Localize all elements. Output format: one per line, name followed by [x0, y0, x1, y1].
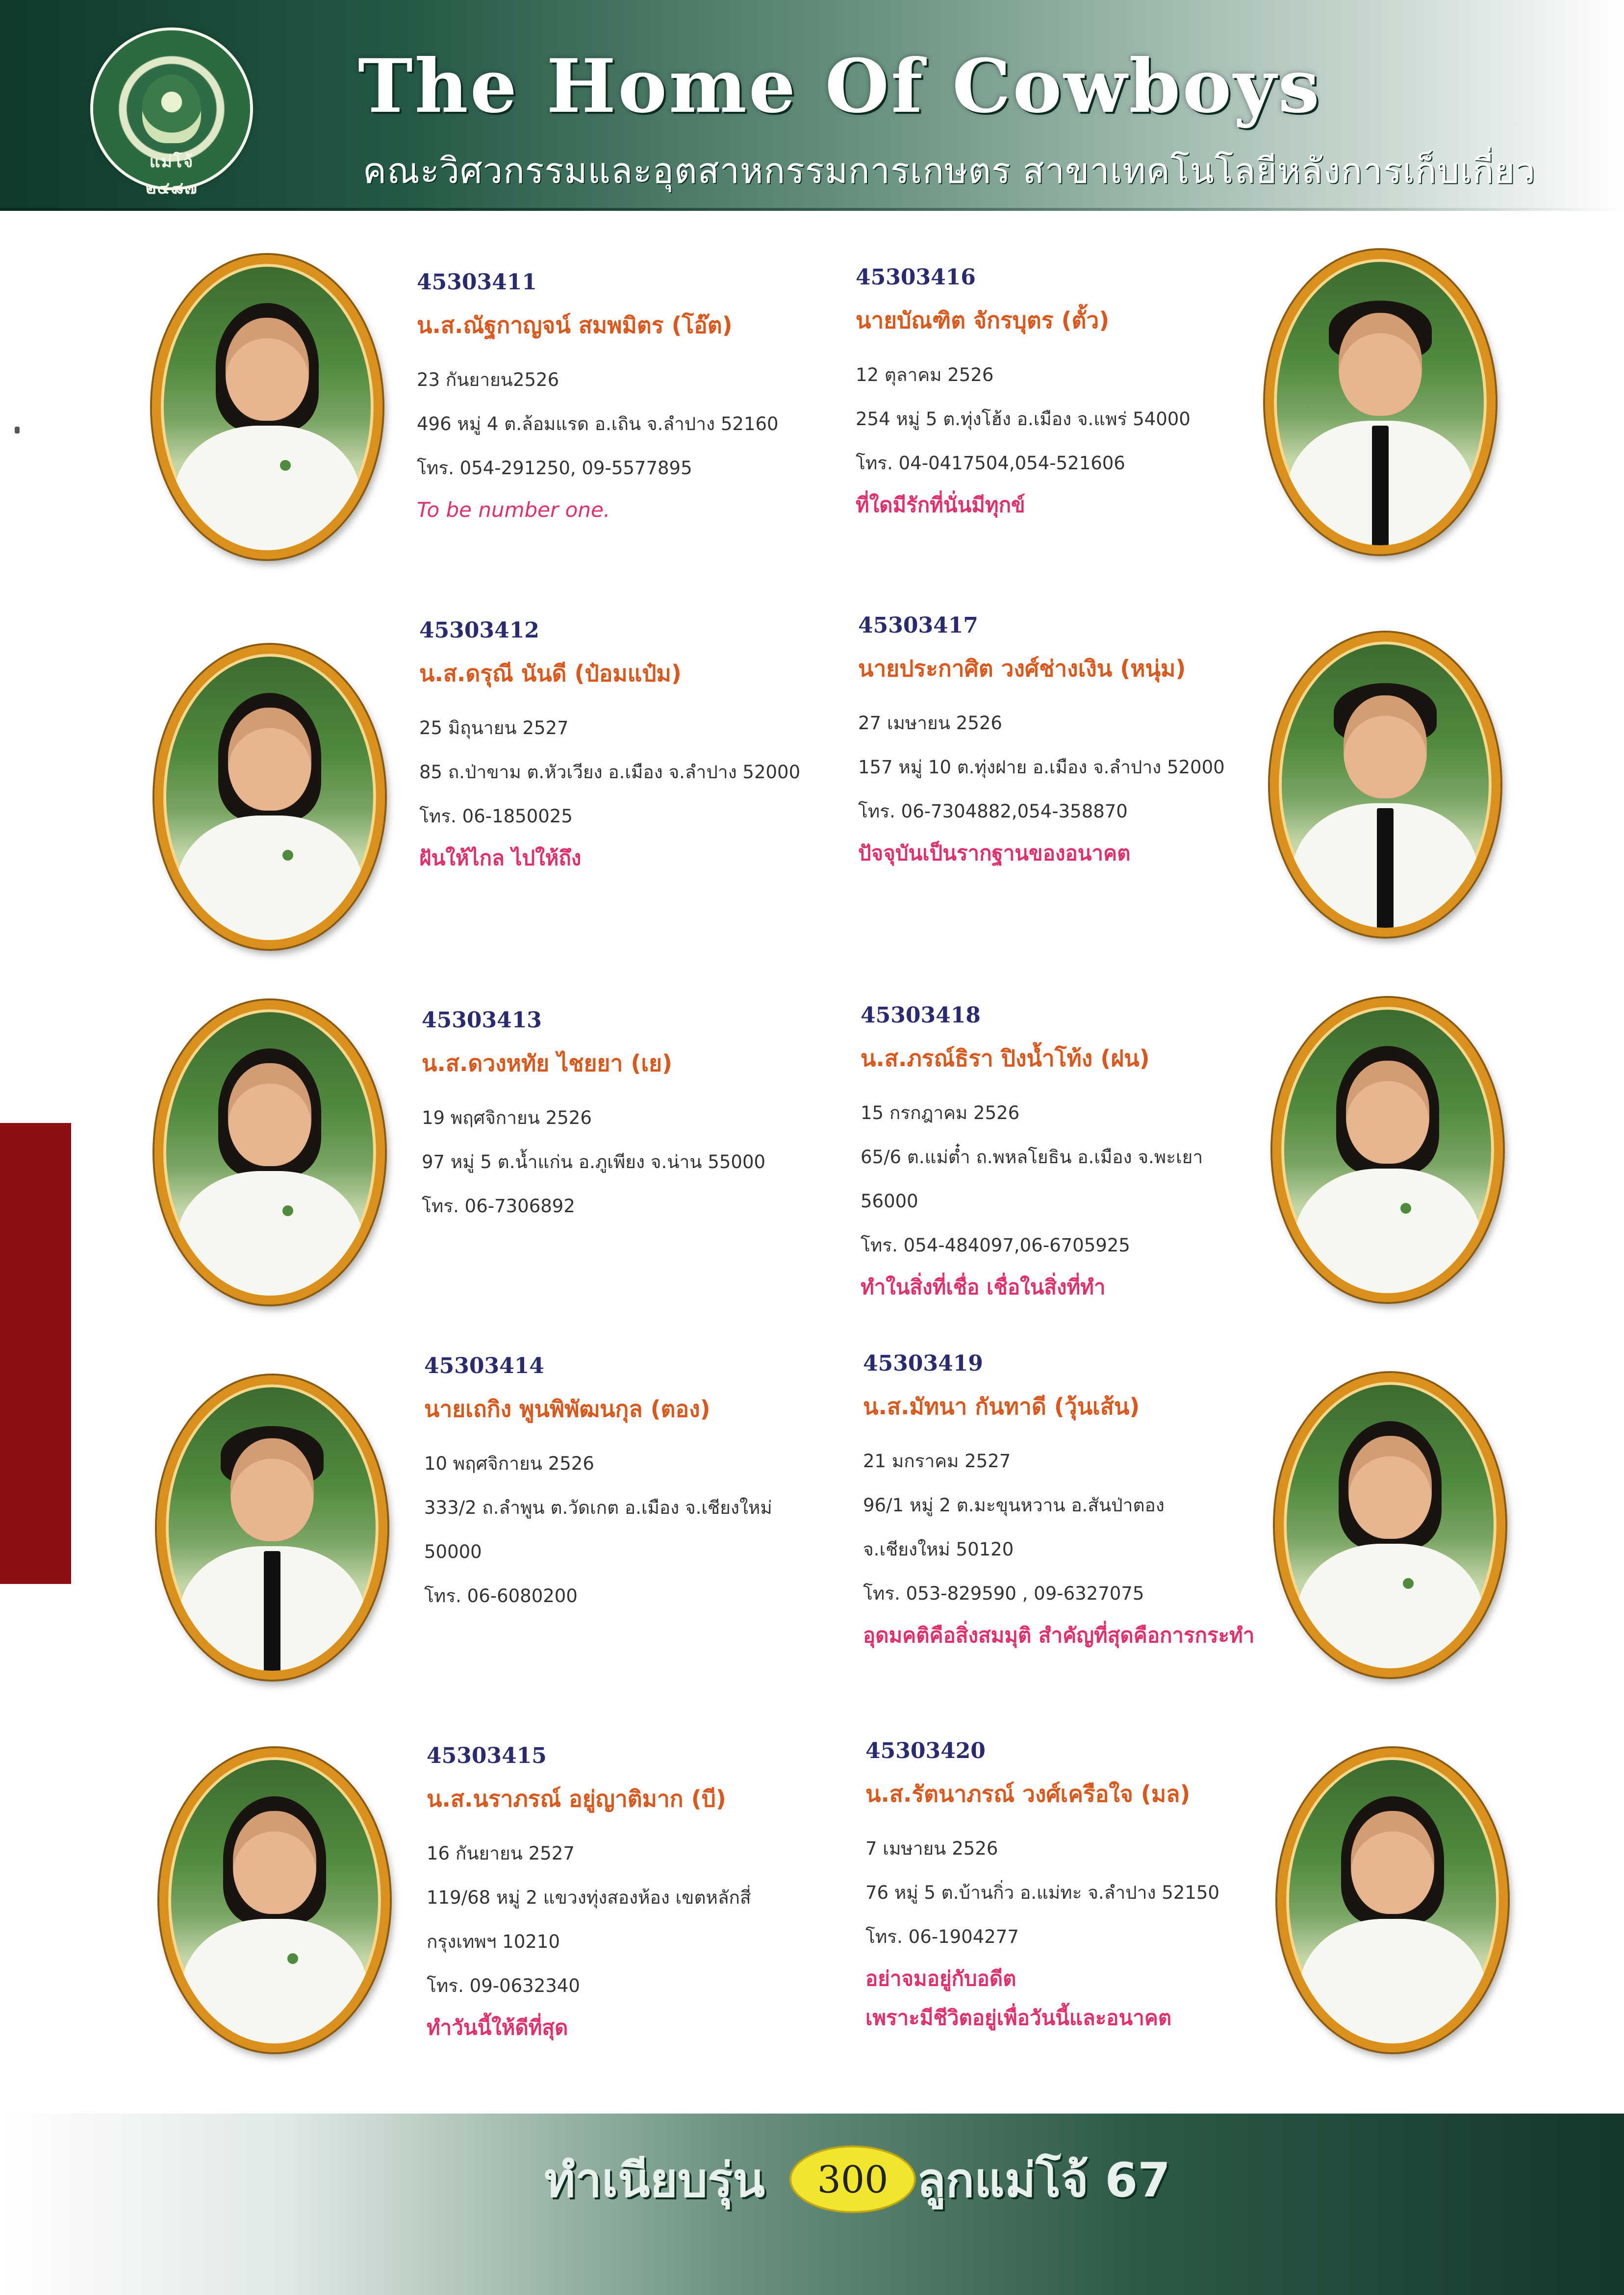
student-id: 45303415	[427, 1743, 547, 1768]
motto-line: ทำในสิ่งที่เชื่อ เชื่อในสิ่งที่ทำ	[861, 1275, 1106, 1299]
shirt-shape	[177, 1171, 363, 1304]
address-line: กรุงเทพฯ 10210	[427, 1931, 560, 1952]
face-shape	[230, 1438, 314, 1541]
student-photo-45303416	[1265, 250, 1496, 554]
uniform-badge-icon	[1403, 1578, 1414, 1589]
address-line: 50000	[424, 1541, 482, 1562]
face-shape	[233, 1811, 316, 1914]
student-photo-45303417	[1270, 633, 1500, 937]
student-id: 45303418	[861, 1003, 981, 1028]
student-name: น.ส.นราภรณ์ อยู่ญาติมาก (บี)	[427, 1785, 726, 1812]
birth-date: 16 กันยายน 2527	[427, 1843, 575, 1864]
student-entry	[424, 1353, 856, 1618]
motto-line: เพราะมีชีวิตอยู่เพื่อวันนี้และอนาคต	[865, 2006, 1172, 2030]
shirt-shape	[181, 1919, 368, 2052]
student-entry	[858, 613, 1290, 873]
seal-text: แม่โจ้ ๒๔๘๗	[145, 152, 198, 198]
student-entry	[861, 1003, 1292, 1307]
student-name: น.ส.ดวงหทัย ไชยยา (เย)	[422, 1050, 673, 1076]
birth-date: 7 เมษายน 2526	[865, 1838, 998, 1859]
birth-date: 23 กันยายน2526	[417, 369, 559, 390]
necktie-shape	[1372, 426, 1389, 554]
student-name: นายบัณฑิต จักรบุตร (ตั้ว)	[856, 307, 1110, 333]
shirt-shape	[174, 426, 360, 559]
address-line: 157 หมู่ 10 ต.ทุ่งฝาย อ.เมือง จ.ลำปาง 52000	[858, 757, 1225, 778]
motto-line: อุดมคติคือสิ่งสมมุติ สำคัญที่สุดคือการกระทำ	[863, 1623, 1255, 1647]
motto-line: To be number one.	[417, 498, 610, 522]
student-name: น.ส.ภรณ์ธิรา ปิงน้ำโท้ง (ฝน)	[861, 1045, 1150, 1071]
phone-line: โทร. 054-291250, 09-5577895	[417, 458, 692, 479]
address-line: 65/6 ต.แม่ต๋ำ ถ.พหลโยธิน อ.เมือง จ.พะเยา	[861, 1147, 1203, 1168]
shirt-shape	[177, 816, 363, 949]
page-number-badge: 300	[789, 2145, 916, 2213]
birth-date: 21 มกราคม 2527	[863, 1451, 1011, 1472]
student-id: 45303412	[419, 618, 539, 643]
birth-date: 19 พฤศจิกายน 2526	[422, 1107, 592, 1128]
student-id: 45303420	[865, 1738, 986, 1763]
footer-title-left: ทำเนียบรุ่น	[544, 2153, 765, 2208]
side-decoration-strip	[0, 1123, 71, 1584]
birth-date: 10 พฤศจิกายน 2526	[424, 1453, 594, 1474]
student-name: นายเถกิง พูนพิพัฒนกุล (ตอง)	[424, 1396, 710, 1422]
student-entry	[427, 1743, 858, 2047]
necktie-shape	[264, 1551, 280, 1680]
phone-line: โทร. 09-0632340	[427, 1975, 580, 1996]
face-shape	[1344, 695, 1427, 798]
seal-emblem-icon	[142, 75, 201, 143]
student-entry	[419, 618, 851, 878]
student-name: น.ส.ดรุณี นันดี (ป๋อมแป๋ม)	[419, 660, 682, 687]
face-shape	[1339, 313, 1422, 416]
student-photo-45303419	[1275, 1373, 1505, 1677]
face-shape	[1348, 1436, 1432, 1539]
phone-line: โทร. 06-7304882,054-358870	[858, 801, 1128, 822]
student-photo-45303414	[157, 1376, 387, 1680]
phone-line: โทร. 06-1850025	[419, 806, 573, 827]
student-photo-45303418	[1272, 998, 1503, 1302]
address-line: 97 หมู่ 5 ต.น้ำแก่น อ.ภูเพียง จ.น่าน 55000	[422, 1151, 766, 1173]
uniform-badge-icon	[287, 1953, 298, 1964]
motto-line: ปัจจุบันเป็นรากฐานของอนาคต	[858, 841, 1131, 865]
student-photo-45303415	[159, 1748, 390, 2052]
phone-line: โทร. 06-1904277	[865, 1926, 1019, 1947]
uniform-badge-icon	[1400, 1203, 1411, 1214]
student-id: 45303417	[858, 613, 978, 638]
student-photo-45303411	[152, 255, 382, 559]
student-id: 45303411	[417, 270, 537, 295]
address-line: 76 หมู่ 5 ต.บ้านกิ่ว อ.แม่ทะ จ.ลำปาง 52150	[865, 1882, 1219, 1903]
necktie-shape	[1377, 808, 1394, 937]
student-id: 45303414	[424, 1353, 544, 1378]
address-line: 56000	[861, 1191, 918, 1212]
student-name: น.ส.มัทนา กันทาดี (วุ้นเส้น)	[863, 1393, 1140, 1420]
phone-line: โทร. 053-829590 , 09-6327075	[863, 1583, 1144, 1604]
student-id: 45303416	[856, 265, 976, 290]
shirt-shape	[1299, 1919, 1486, 2052]
birth-date: 15 กรกฎาคม 2526	[861, 1102, 1020, 1123]
face-shape	[226, 318, 309, 421]
address-line: 333/2 ถ.ลำพูน ต.วัดเกต อ.เมือง จ.เชียงใหม่	[424, 1497, 772, 1518]
student-entry	[856, 265, 1287, 525]
page-header	[0, 0, 1624, 211]
face-shape	[1346, 1061, 1429, 1164]
student-id: 45303413	[422, 1008, 542, 1033]
phone-line: โทร. 06-7306892	[422, 1196, 575, 1217]
student-photo-45303412	[154, 645, 385, 949]
student-entry	[863, 1351, 1294, 1655]
address-line: 496 หมู่ 4 ต.ล้อมแรด อ.เถิน จ.ลำปาง 52160	[417, 413, 779, 434]
scan-speck	[15, 427, 20, 434]
university-seal-logo	[93, 30, 250, 198]
address-line: จ.เชียงใหม่ 50120	[863, 1539, 1014, 1560]
uniform-badge-icon	[282, 850, 293, 861]
address-line: 85 ถ.ป่าขาม ต.หัวเวียง อ.เมือง จ.ลำปาง 52000	[419, 762, 801, 783]
birth-date: 25 มิถุนายน 2527	[419, 717, 569, 739]
student-entry	[865, 1738, 1297, 2038]
page-title: The Home Of Cowboys	[358, 43, 1321, 129]
student-name: น.ส.รัตนาภรณ์ วงศ์เครือใจ (มล)	[865, 1781, 1191, 1807]
student-name: นายประกาศิต วงศ์ช่างเงิน (หนุ่ม)	[858, 655, 1186, 682]
student-id: 45303419	[863, 1351, 983, 1376]
shirt-shape	[1294, 1169, 1481, 1302]
student-entry	[422, 1008, 853, 1228]
page-subtitle: คณะวิศวกรรมและอุตสาหกรรมการเกษตร สาขาเทคโนโลยีหลังการเก็บเกี่ยว	[363, 150, 1536, 191]
uniform-badge-icon	[280, 460, 291, 471]
face-shape	[228, 708, 311, 811]
motto-line: ที่ใดมีรักที่นั่นมีทุกข์	[856, 493, 1025, 517]
phone-line: โทร. 06-6080200	[424, 1585, 578, 1606]
phone-line: โทร. 04-0417504,054-521606	[856, 453, 1125, 474]
shirt-shape	[1297, 1544, 1483, 1677]
address-line: 254 หมู่ 5 ต.ทุ่งโฮ้ง อ.เมือง จ.แพร่ 54000	[856, 408, 1191, 430]
birth-date: 27 เมษายน 2526	[858, 713, 1002, 734]
motto-line: อย่าจมอยู่กับอดีต	[865, 1966, 1016, 1990]
phone-line: โทร. 054-484097,06-6705925	[861, 1235, 1130, 1256]
student-photo-45303413	[154, 1000, 385, 1304]
face-shape	[228, 1063, 311, 1166]
student-entry	[417, 270, 848, 530]
uniform-badge-icon	[282, 1205, 293, 1216]
footer-title-right: ลูกแม่โจ้ 67	[917, 2153, 1170, 2208]
address-line: 96/1 หมู่ 2 ต.มะขุนหวาน อ.สันป่าตอง	[863, 1495, 1165, 1516]
student-name: น.ส.ณัฐกาญจน์ สมพมิตร (โอ๊ต)	[417, 312, 733, 338]
motto-line: ทำวันนี้ให้ดีที่สุด	[427, 2015, 568, 2040]
face-shape	[1351, 1811, 1434, 1914]
birth-date: 12 ตุลาคม 2526	[856, 364, 994, 385]
address-line: 119/68 หมู่ 2 แขวงทุ่งสองห้อง เขตหลักสี่	[427, 1887, 751, 1908]
student-photo-45303420	[1277, 1748, 1508, 2052]
motto-line: ฝันให้ไกล ไปให้ถึง	[419, 846, 582, 870]
